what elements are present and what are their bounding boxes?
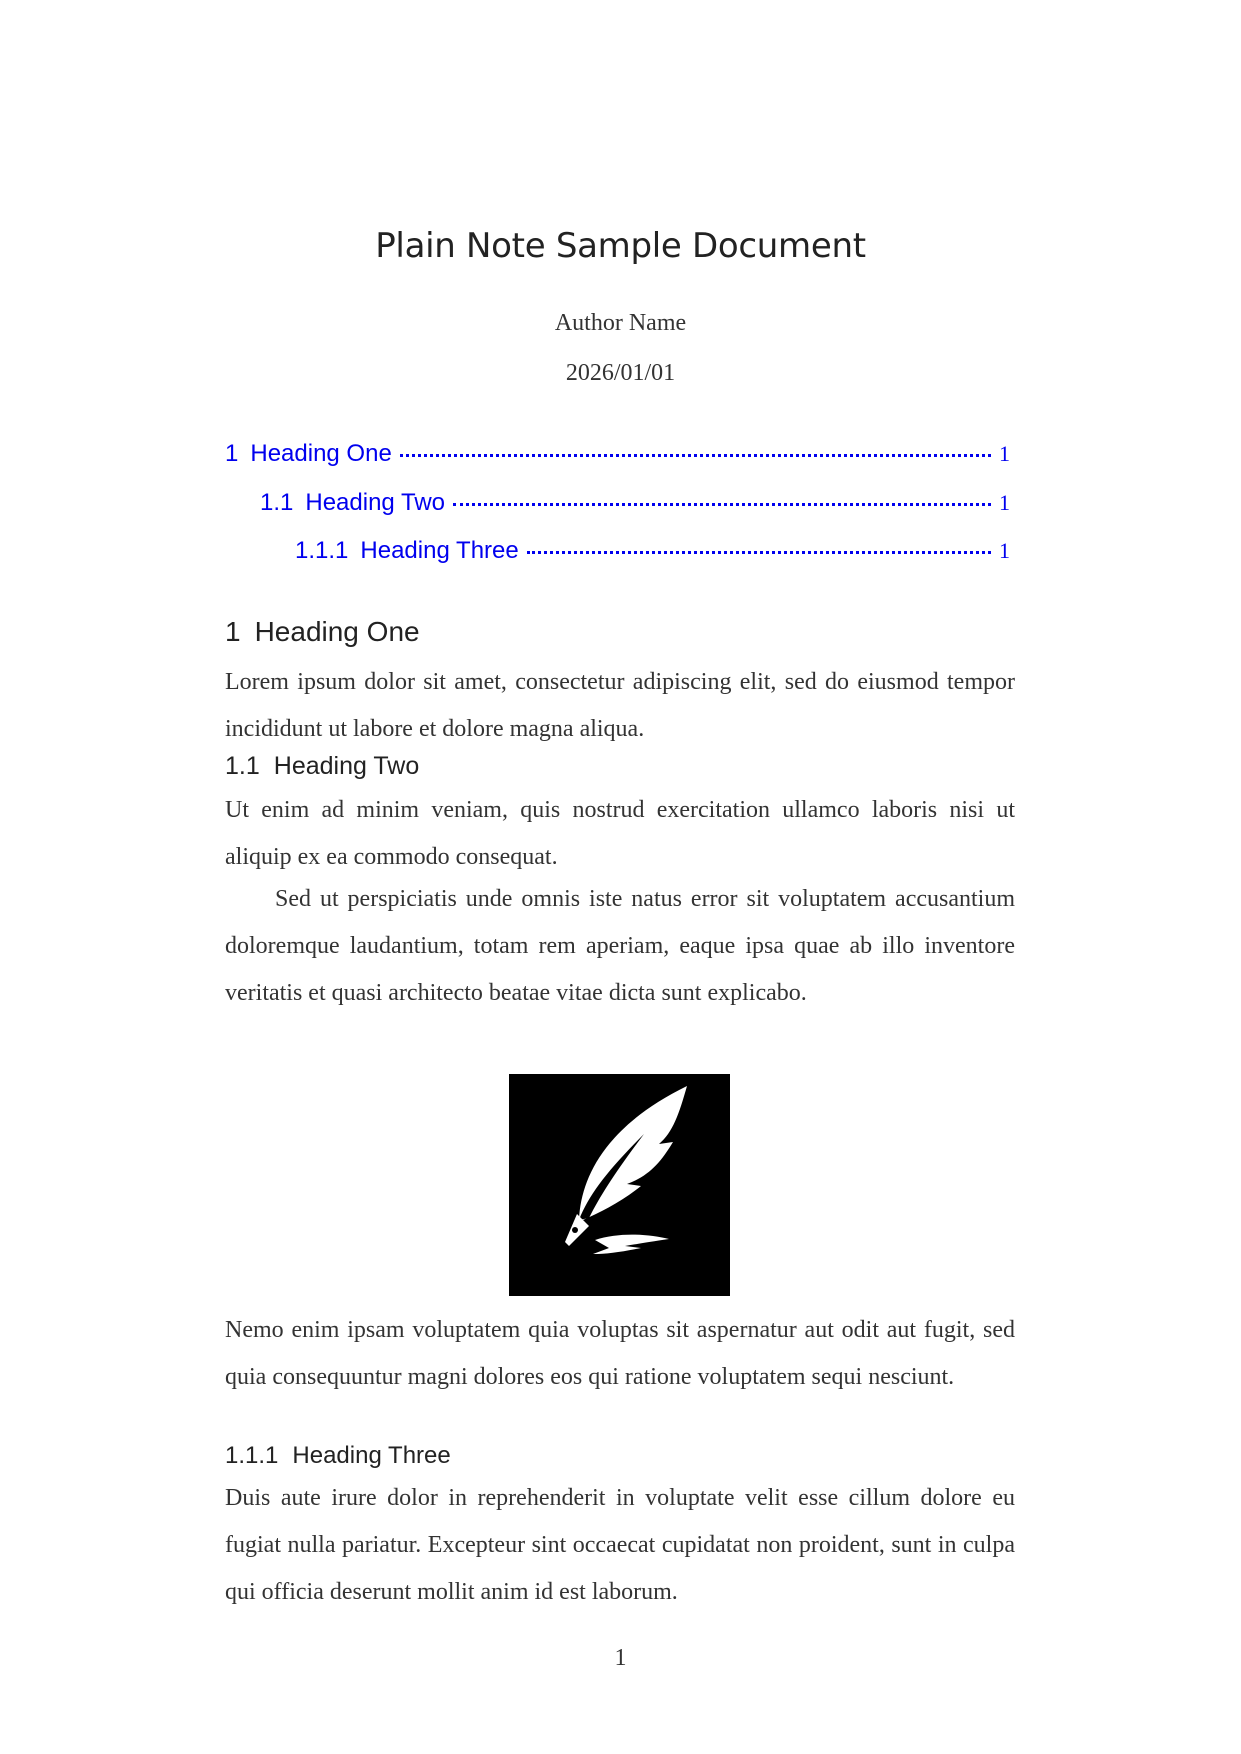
heading-number: 1 — [225, 616, 241, 647]
toc-entry-label: Heading One — [250, 440, 392, 467]
toc-entry-page: 1 — [999, 490, 1010, 515]
paragraph-sed-ut: Sed ut perspiciatis unde omnis iste natus error sit voluptatem accusantium doloremque laudantium, totam rem aperiam, eaque ipsa quae ab illo inventore veritatis et quasi architecto beatae vitae dicta sunt explicabo. — [225, 886, 1015, 1006]
figure-image — [509, 1074, 730, 1296]
toc-entry-number: 1 — [225, 440, 239, 467]
heading-one — [225, 616, 420, 648]
toc-leader-dots — [453, 502, 991, 506]
heading-two — [225, 752, 419, 781]
heading-number: 1.1.1 — [225, 1442, 279, 1469]
toc-entry-page: 1 — [999, 538, 1010, 563]
toc-entry-number: 1.1.1 — [295, 537, 349, 564]
document-date: 2026/01/01 — [565, 360, 676, 386]
document-title: Plain Note Sample Document — [375, 226, 866, 266]
toc-entry-label: Heading Three — [360, 537, 519, 564]
paragraph-nemo: Nemo enim ipsam voluptatem quia voluptas sit aspernatur aut odit aut fugit, sed quia consequuntur magni dolores eos qui ratione voluptatem sequi nesciunt. — [225, 1317, 1015, 1390]
toc-entry-label: Heading Two — [305, 489, 446, 516]
document-author: Author Name — [554, 310, 687, 336]
toc-leader-dots — [400, 453, 991, 457]
paragraph-lorem: Lorem ipsum dolor sit amet, consectetur adipiscing elit, sed do eiusmod tempor incididunt ut labore et dolore magna aliqua. — [225, 669, 1015, 742]
toc-entry-heading-three[interactable] — [295, 537, 1010, 565]
heading-number: 1.1 — [225, 752, 260, 780]
heading-label: Heading One — [254, 616, 420, 647]
heading-three — [225, 1442, 451, 1470]
paragraph-ut-enim: Ut enim ad minim veniam, quis nostrud exercitation ullamco laboris nisi ut aliquip ex ea commodo consequat. — [225, 797, 1015, 870]
heading-label: Heading Three — [292, 1442, 451, 1469]
paragraph-duis: Duis aute irure dolor in reprehenderit in voluptate velit esse cillum dolore eu fugiat nulla pariatur. Excepteur sint occaecat cupidatat non proident, sunt in culpa qui officia deserunt mollit anim id est laborum. — [225, 1485, 1015, 1605]
toc-entry-number: 1.1 — [260, 489, 294, 516]
page-number: 1 — [614, 1645, 627, 1671]
toc-leader-dots — [527, 550, 991, 554]
toc-entry-page: 1 — [999, 441, 1010, 466]
toc-entry-heading-one[interactable] — [225, 440, 1010, 468]
quill-pen-icon — [509, 1074, 730, 1296]
heading-label: Heading Two — [273, 752, 420, 780]
toc-entry-heading-two[interactable] — [260, 489, 1010, 517]
